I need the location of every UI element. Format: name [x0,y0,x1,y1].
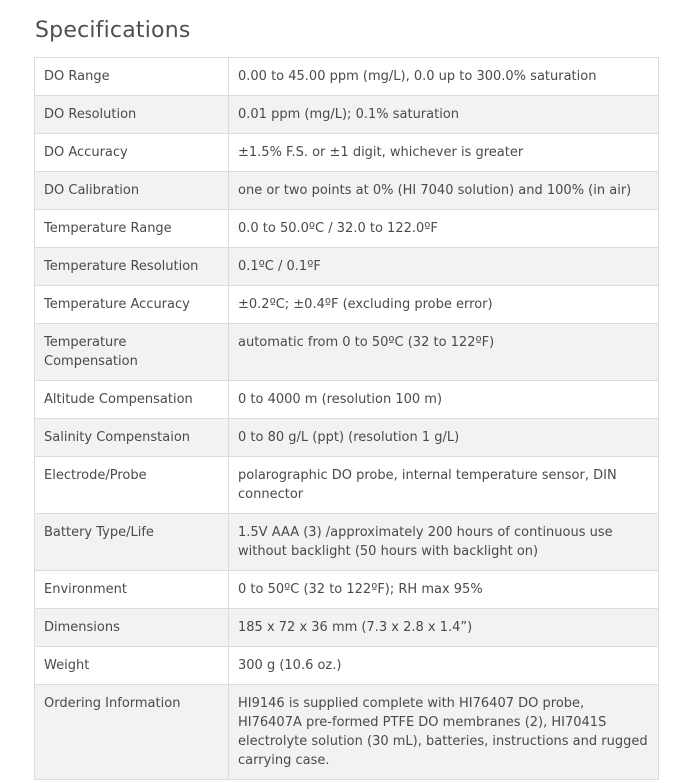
spec-value: 300 g (10.6 oz.) [229,647,659,685]
spec-value: ±1.5% F.S. or ±1 digit, whichever is greater [229,134,659,172]
spec-value: 0.00 to 45.00 ppm (mg/L), 0.0 up to 300.0% saturation [229,58,659,96]
spec-label: Electrode/Probe [35,457,229,514]
spec-label: Weight [35,647,229,685]
spec-label: Battery Type/Life [35,514,229,571]
spec-label: Environment [35,571,229,609]
spec-value: one or two points at 0% (HI 7040 solution) and 100% (in air) [229,172,659,210]
spec-label: DO Resolution [35,96,229,134]
spec-value: HI9146 is supplied complete with HI76407 DO probe, HI76407A pre-formed PTFE DO membranes (2), HI7041S electrolyte solution (30 mL), batteries, instructions and rugged carrying case. [229,685,659,780]
spec-value: ±0.2ºC; ±0.4ºF (excluding probe error) [229,286,659,324]
spec-value: 1.5V AAA (3) /approximately 200 hours of continuous use without backlight (50 hours with backlight on) [229,514,659,571]
table-row [35,172,659,210]
spec-value: 0.1ºC / 0.1ºF [229,248,659,286]
spec-value: 0 to 4000 m (resolution 100 m) [229,381,659,419]
table-row [35,286,659,324]
spec-label: Temperature Accuracy [35,286,229,324]
table-row [35,609,659,647]
spec-value: automatic from 0 to 50ºC (32 to 122ºF) [229,324,659,381]
spec-label: DO Range [35,58,229,96]
spec-label: Temperature Compensation [35,324,229,381]
table-row [35,647,659,685]
table-row [35,324,659,381]
spec-label: Altitude Compensation [35,381,229,419]
specifications-table [34,57,659,780]
table-row [35,210,659,248]
page-title: Specifications [35,18,191,43]
spec-label: Salinity Compenstaion [35,419,229,457]
table-row [35,514,659,571]
table-row [35,381,659,419]
spec-label: Ordering Information [35,685,229,780]
table-row [35,685,659,780]
spec-value: 185 x 72 x 36 mm (7.3 x 2.8 x 1.4”) [229,609,659,647]
table-row [35,248,659,286]
spec-value: 0 to 80 g/L (ppt) (resolution 1 g/L) [229,419,659,457]
table-row [35,134,659,172]
spec-label: Temperature Range [35,210,229,248]
table-row [35,571,659,609]
table-row [35,419,659,457]
table-row [35,457,659,514]
spec-value: polarographic DO probe, internal temperature sensor, DIN connector [229,457,659,514]
spec-value: 0.01 ppm (mg/L); 0.1% saturation [229,96,659,134]
table-row [35,58,659,96]
spec-value: 0 to 50ºC (32 to 122ºF); RH max 95% [229,571,659,609]
spec-label: DO Accuracy [35,134,229,172]
spec-label: Dimensions [35,609,229,647]
spec-label: DO Calibration [35,172,229,210]
table-row [35,96,659,134]
spec-value: 0.0 to 50.0ºC / 32.0 to 122.0ºF [229,210,659,248]
spec-label: Temperature Resolution [35,248,229,286]
